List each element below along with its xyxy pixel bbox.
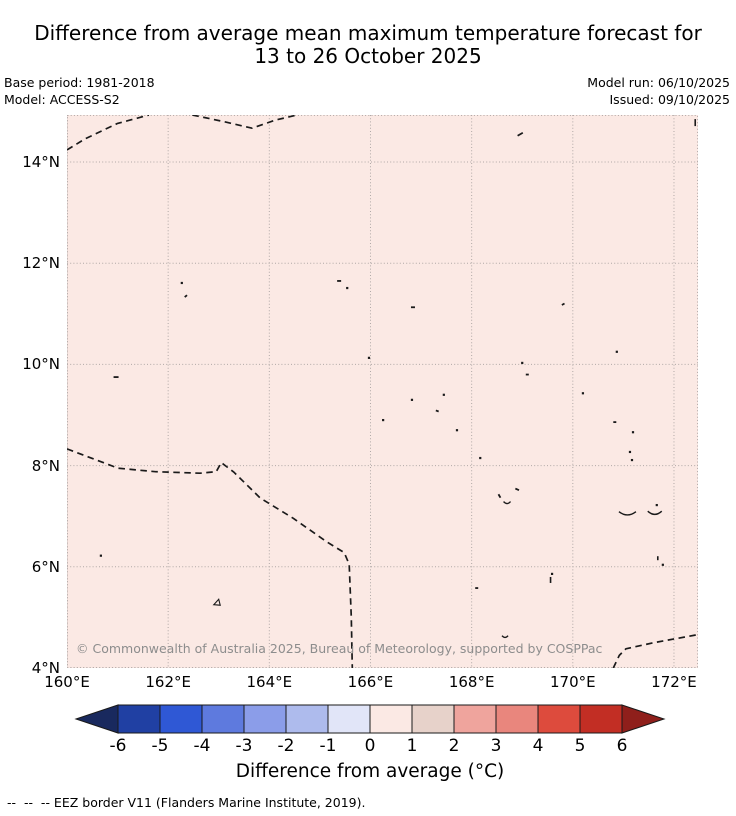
island-mark bbox=[114, 376, 119, 378]
colorbar-tick-label: 1 bbox=[406, 736, 418, 756]
island-mark bbox=[632, 431, 634, 433]
island-mark bbox=[616, 351, 618, 353]
colorbar-tick-label: 5 bbox=[574, 736, 586, 756]
island-mark bbox=[368, 357, 370, 359]
y-tick-label: 12°N bbox=[22, 254, 60, 273]
colorbar-segment bbox=[412, 705, 454, 733]
colorbar-tick-label: 4 bbox=[532, 736, 544, 756]
island-mark bbox=[515, 488, 519, 491]
island-mark bbox=[436, 410, 439, 413]
colorbar-tick-label: -2 bbox=[277, 736, 295, 756]
island-mark bbox=[346, 287, 348, 289]
x-tick-label: 166°E bbox=[347, 673, 394, 691]
eez-legend: -- -- -- EEZ border V11 (Flanders Marine Institute, 2019). bbox=[7, 795, 366, 810]
model-label: Model: ACCESS-S2 bbox=[4, 91, 120, 107]
y-tick-label: 14°N bbox=[22, 153, 60, 172]
map-canvas bbox=[67, 115, 698, 668]
copyright-watermark: © Commonwealth of Australia 2025, Bureau of Meteorology, supported by COSPPac bbox=[76, 641, 603, 656]
island-mark bbox=[382, 419, 384, 421]
colorbar bbox=[70, 702, 670, 736]
y-tick-label: 4°N bbox=[31, 659, 60, 677]
island-mark bbox=[184, 294, 187, 297]
island-mark bbox=[456, 429, 458, 431]
island-mark bbox=[561, 303, 564, 306]
island-mark bbox=[475, 587, 478, 589]
island-mark bbox=[582, 392, 584, 394]
island-mark bbox=[504, 502, 511, 504]
y-tick-label: 6°N bbox=[31, 557, 60, 576]
x-axis-tick-labels bbox=[44, 673, 698, 693]
island-mark bbox=[551, 573, 553, 575]
island-mark bbox=[502, 636, 508, 638]
colorbar-tick-label: 3 bbox=[490, 736, 502, 756]
island-mark bbox=[443, 394, 445, 396]
y-tick-label: 8°N bbox=[31, 456, 60, 475]
map-svg bbox=[67, 115, 698, 668]
colorbar-segment bbox=[328, 705, 370, 733]
colorbar-segment bbox=[538, 705, 580, 733]
eez-border-line bbox=[613, 635, 698, 668]
island-mark bbox=[648, 511, 662, 514]
colorbar-tick-label: -1 bbox=[319, 736, 337, 756]
y-axis-tick-labels bbox=[0, 0, 60, 816]
colorbar-tick-label: -4 bbox=[193, 736, 211, 756]
eez-border-line bbox=[67, 115, 149, 150]
colorbar-segment bbox=[580, 705, 622, 733]
island-mark bbox=[517, 132, 523, 137]
colorbar-tick-label: -6 bbox=[109, 736, 127, 756]
colorbar-label: Difference from average (°C) bbox=[235, 761, 505, 782]
colorbar-segment bbox=[118, 705, 160, 733]
island-mark bbox=[613, 421, 616, 423]
colorbar-tick-label: -3 bbox=[235, 736, 253, 756]
base-period-label: Base period: 1981-2018 bbox=[4, 75, 155, 90]
colorbar-svg bbox=[70, 702, 670, 736]
island-mark bbox=[337, 280, 341, 282]
island-mark bbox=[181, 282, 183, 284]
chart-title bbox=[0, 22, 736, 68]
island-mark bbox=[411, 399, 413, 401]
colorbar-tick-label: 2 bbox=[448, 736, 460, 756]
x-tick-label: 162°E bbox=[145, 673, 191, 691]
island-mark bbox=[694, 119, 696, 126]
x-tick-label: 170°E bbox=[549, 673, 596, 691]
chart-title-line2: 13 to 26 October 2025 bbox=[254, 44, 482, 68]
chart-title-line1: Difference from average mean maximum temperature forecast for bbox=[34, 21, 702, 45]
colorbar-tick-label: -5 bbox=[151, 736, 169, 756]
island-mark bbox=[498, 494, 502, 498]
island-mark bbox=[479, 457, 481, 459]
eez-border-line bbox=[67, 449, 352, 668]
island-mark bbox=[656, 504, 658, 506]
colorbar-right-arrow bbox=[622, 705, 664, 733]
colorbar-left-arrow bbox=[76, 705, 118, 733]
x-tick-label: 172°E bbox=[651, 673, 697, 691]
colorbar-tick-label: 6 bbox=[616, 736, 628, 756]
island-mark bbox=[214, 599, 221, 605]
island-mark bbox=[526, 374, 529, 376]
y-tick-label: 10°N bbox=[22, 355, 60, 374]
eez-border-line bbox=[192, 115, 297, 128]
island-mark bbox=[550, 577, 552, 583]
meta-right bbox=[587, 75, 730, 108]
island-mark bbox=[662, 564, 664, 566]
colorbar-segment bbox=[286, 705, 328, 733]
island-mark bbox=[521, 362, 523, 364]
colorbar-segment bbox=[160, 705, 202, 733]
island-mark bbox=[657, 556, 659, 560]
colorbar-tick-label: 0 bbox=[364, 736, 376, 756]
x-tick-label: 160°E bbox=[44, 673, 90, 691]
island-mark bbox=[631, 459, 633, 461]
colorbar-segment bbox=[496, 705, 538, 733]
colorbar-segment bbox=[454, 705, 496, 733]
island-mark bbox=[619, 512, 636, 515]
colorbar-tick-labels bbox=[70, 736, 670, 758]
issued-label: Issued: 09/10/2025 bbox=[609, 91, 730, 107]
model-run-label: Model run: 06/10/2025 bbox=[587, 75, 730, 90]
colorbar-segment bbox=[244, 705, 286, 733]
island-mark bbox=[100, 555, 102, 557]
island-mark bbox=[629, 451, 631, 453]
x-tick-label: 168°E bbox=[448, 673, 495, 691]
map-frame bbox=[68, 116, 698, 668]
island-mark bbox=[411, 306, 415, 308]
x-tick-label: 164°E bbox=[246, 673, 293, 691]
colorbar-segment bbox=[370, 705, 412, 733]
colorbar-segment bbox=[202, 705, 244, 733]
